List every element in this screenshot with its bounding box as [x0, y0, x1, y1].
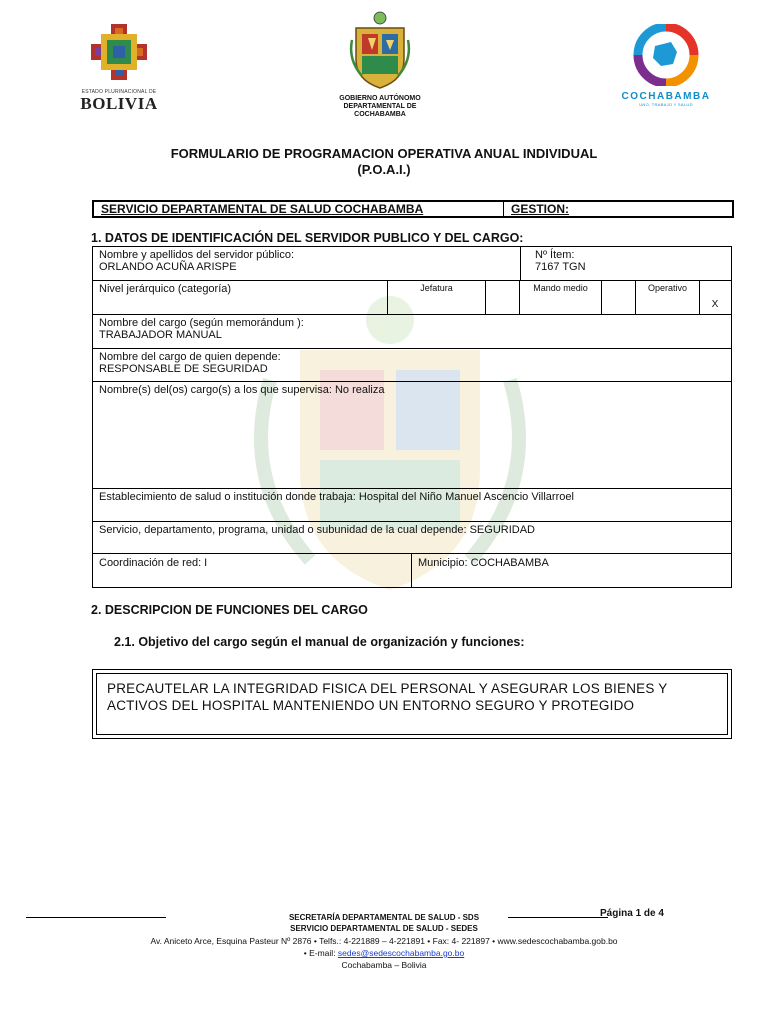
table-row — [93, 553, 731, 587]
section2-heading: 2. DESCRIPCION DE FUNCIONES DEL CARGO — [91, 603, 368, 617]
footer-address: Av. Aniceto Arce, Esquina Pasteur Nº 2876 • Telfs.: 4-221889 – 4-221891 • Fax: 4- 221897 • www.sedescochabamba.gob.bo — [150, 936, 618, 946]
establecimiento-text: Establecimiento de salud o institución donde trabaja: Hospital del Niño Manuel Ascencio Villarroel — [99, 491, 574, 503]
depende-label: Nombre del cargo de quien depende: — [99, 351, 281, 363]
municipio-text: Municipio: COCHABAMBA — [411, 554, 730, 587]
bolivia-state-text: ESTADO PLURINACIONAL DE — [81, 89, 157, 95]
page-number: Página 1 de 4 — [600, 908, 664, 919]
cochabamba-tagline: UNO, TRABAJO Y SALUD — [639, 102, 693, 107]
table-row — [93, 488, 731, 521]
depende-value: RESPONSABLE DE SEGURIDAD — [99, 363, 268, 375]
gad-line1: GOBIERNO AUTÓNOMO — [339, 95, 421, 102]
cochabamba-name: COCHABAMBA — [621, 91, 711, 102]
cochabamba-ring-icon — [631, 24, 701, 86]
jefatura-label: Jefatura — [387, 281, 485, 314]
mando-medio-label: Mando medio — [519, 281, 601, 314]
depende-cell — [93, 349, 731, 381]
cargo-label: Nombre del cargo (según memorándum ): — [99, 317, 304, 329]
table-row — [93, 247, 731, 280]
table-row — [93, 381, 731, 488]
cargo-cell — [93, 315, 731, 348]
cargo-value: TRABAJADOR MANUAL — [99, 329, 222, 341]
bolivia-logo — [76, 22, 162, 112]
nombre-label: Nombre y apellidos del servidor público: — [99, 249, 295, 261]
gestion-label: GESTION: — [511, 202, 570, 216]
nombre-cell — [93, 247, 520, 280]
bolivia-name: BOLIVIA — [80, 94, 158, 113]
bolivia-chakana-icon — [87, 22, 151, 82]
item-value: 7167 TGN — [535, 261, 586, 273]
email-link[interactable]: sedes@sedescochabamba.go.bo — [337, 948, 465, 958]
jefatura-checkbox — [485, 281, 519, 314]
servicio-text: Servicio, departamento, programa, unidad o subunidad de la cual depende: SEGURIDAD — [99, 524, 535, 536]
footer-email-line — [0, 948, 768, 959]
footer-line2: SERVICIO DEPARTAMENTAL DE SALUD - SEDES — [290, 924, 478, 933]
operativo-checkbox: X — [699, 281, 730, 314]
table-row — [93, 314, 731, 348]
form-subtitle: (P.O.A.I.) — [357, 162, 411, 177]
mando-medio-checkbox — [601, 281, 635, 314]
coordinacion-text: Coordinación de red: I — [99, 557, 208, 569]
nivel-label: Nivel jerárquico (categoría) — [99, 283, 232, 295]
nombre-value: ORLANDO ACUÑA ARISPE — [99, 261, 237, 273]
form-title: FORMULARIO DE PROGRAMACION OPERATIVA ANUAL INDIVIDUAL — [170, 146, 598, 161]
objective-text: PRECAUTELAR LA INTEGRIDAD FISICA DEL PERSONAL Y ASEGURAR LOS BIENES Y ACTIVOS DEL HOSPITAL MANTENIENDO UN ENTORNO SEGURO Y PROTEGIDO — [96, 673, 728, 735]
supervisa-text: Nombre(s) del(os) cargo(s) a los que supervisa: No realiza — [99, 384, 385, 396]
cochabamba-logo — [618, 24, 714, 108]
item-cell — [520, 247, 730, 280]
footer-line1: SECRETARÍA DEPARTAMENTAL DE SALUD - SDS — [288, 913, 480, 922]
table-row — [93, 348, 731, 381]
table-row — [93, 521, 731, 553]
service-name: SERVICIO DEPARTAMENTAL DE SALUD COCHABAMBA — [94, 202, 504, 216]
identification-table — [92, 246, 732, 588]
section21-heading: 2.1. Objetivo del cargo según el manual de organización y funciones: — [114, 635, 525, 649]
section1-heading: 1. DATOS DE IDENTIFICACIÓN DEL SERVIDOR PUBLICO Y DEL CARGO: — [91, 231, 524, 245]
email-prefix: • E-mail: — [303, 948, 338, 958]
footer-city: Cochabamba – Bolivia — [341, 960, 427, 970]
operativo-label: Operativo — [635, 281, 699, 314]
gad-logo — [330, 10, 430, 122]
gad-line3: COCHABAMBA — [354, 111, 406, 118]
gad-line2: DEPARTAMENTAL DE — [343, 103, 417, 110]
objective-box — [92, 669, 732, 739]
item-label: Nº Ítem: — [535, 249, 575, 261]
coat-of-arms-icon — [348, 10, 412, 90]
table-row — [93, 280, 731, 314]
service-box — [92, 200, 734, 218]
